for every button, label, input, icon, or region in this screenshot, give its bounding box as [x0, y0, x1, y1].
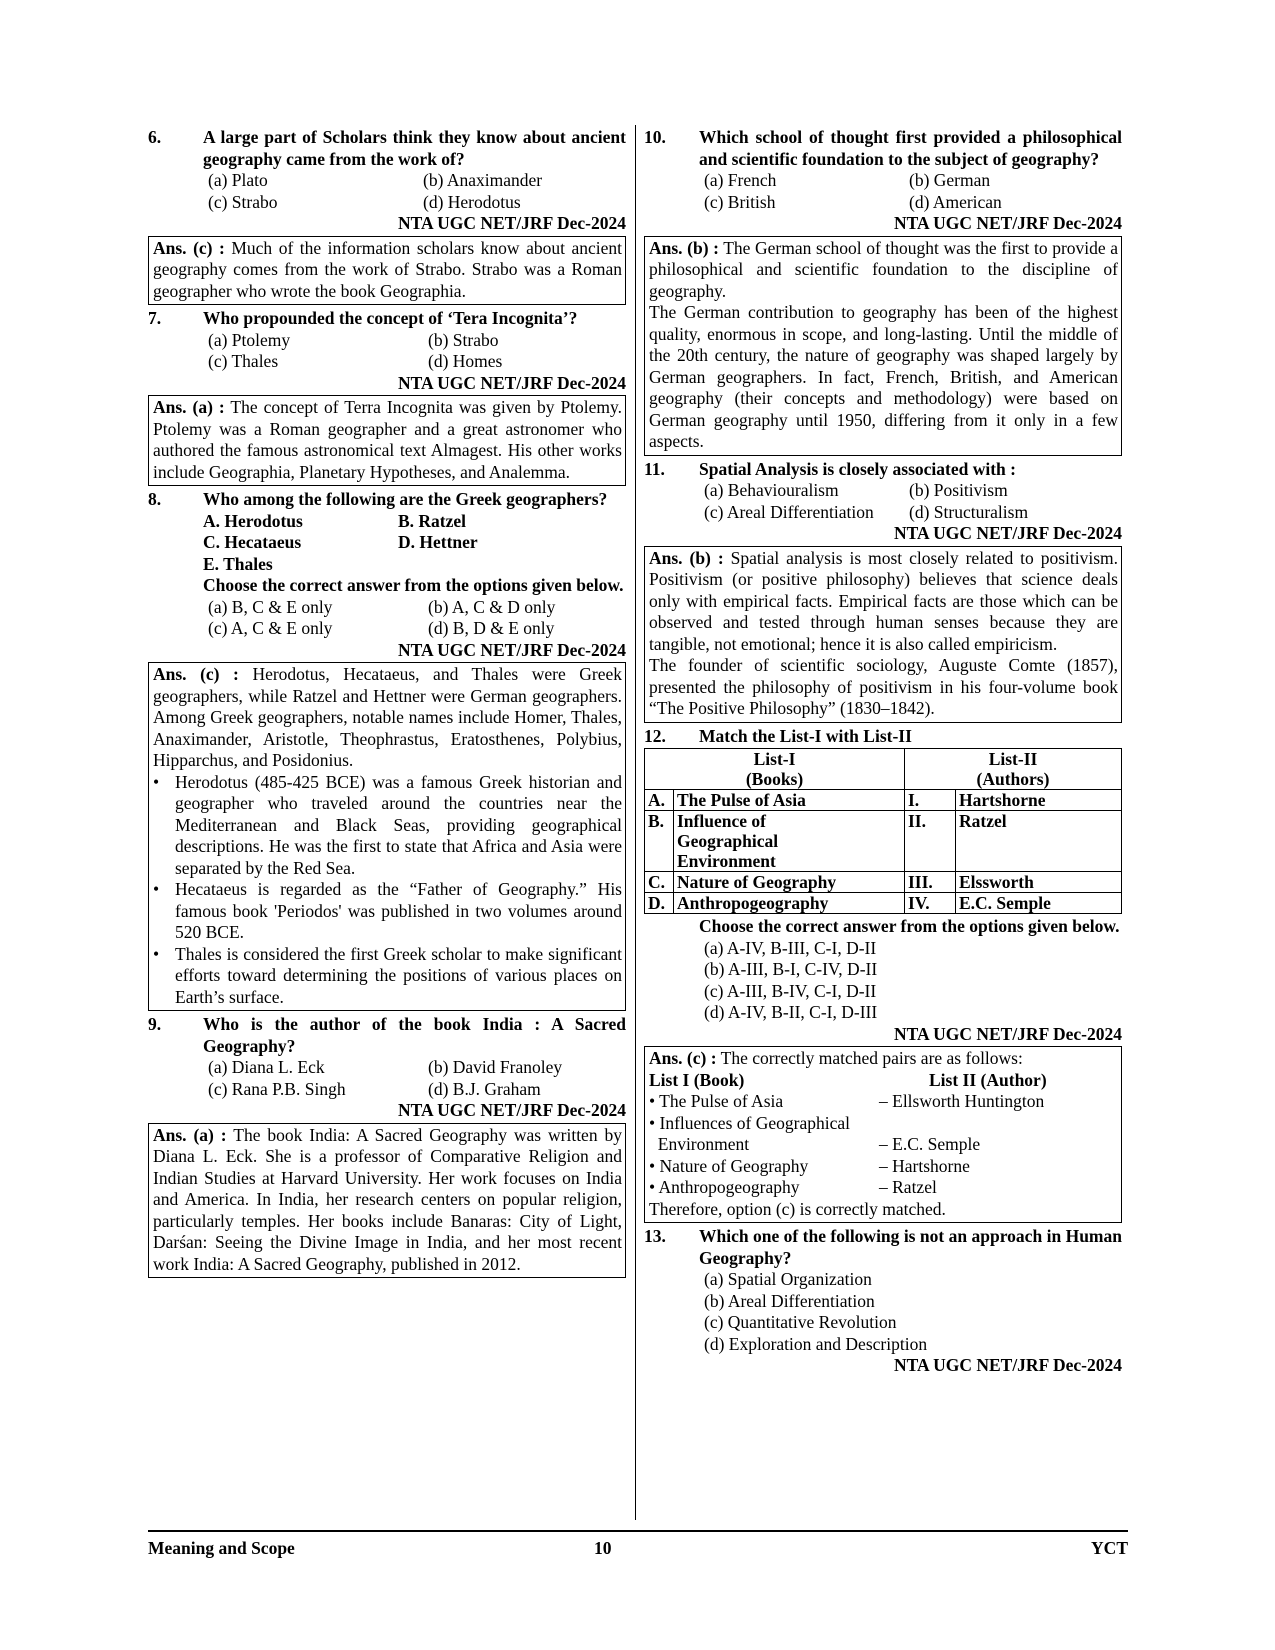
footer-chapter: Meaning and Scope	[148, 1538, 295, 1558]
match-table	[644, 748, 1122, 914]
statement-item: D. Hettner	[398, 532, 478, 552]
answer-box	[644, 546, 1122, 723]
question-12	[644, 726, 1122, 1224]
question-10	[644, 127, 1122, 456]
question-text: Who is the author of the book India : A Sacred Geography?	[203, 1014, 626, 1056]
table-header-row	[645, 749, 1122, 790]
statement-item: E. Thales	[203, 553, 273, 574]
answer-text: The concept of Terra Incognita was given by Ptolemy. Ptolemy was a Roman geographer and a great astronomer who authored the famous astronomical text Almagest. His other works include Geographia, Planetary Hypotheses, and Analemma.	[153, 397, 623, 482]
answer-text: The German school of thought was the first to provide a philosophical and scientific foundation to the discipline of geography.	[649, 237, 1119, 301]
question-number: 8.	[148, 489, 162, 509]
options	[704, 938, 1122, 1024]
statement-list	[203, 511, 626, 576]
option-b: (b) A-III, B-I, C-IV, D-II	[704, 959, 878, 979]
question-number: 13.	[644, 1226, 666, 1246]
left-column	[148, 125, 626, 1281]
options	[208, 1057, 626, 1100]
options	[208, 330, 626, 373]
pair-header: List II (Author)	[929, 1069, 1047, 1090]
question-9	[148, 1014, 626, 1278]
option-b: (b) A, C & D only	[428, 596, 556, 617]
table-row: A. The Pulse of Asia I. Hartshorne	[645, 790, 1122, 811]
option-a: (a) Behaviouralism	[704, 480, 839, 500]
option-a: (a) French	[704, 170, 777, 190]
option-c: (c) Strabo	[208, 191, 278, 212]
table-header-list-1: List-I (Books)	[645, 749, 905, 790]
option-d: (d) B.J. Graham	[428, 1078, 541, 1099]
table-header-list-2: List-II (Authors)	[905, 749, 1122, 790]
pair-header: List I (Book)	[649, 1069, 745, 1090]
option-d: (d) B, D & E only	[428, 618, 555, 638]
answer-text: Spatial analysis is most closely related to positivism. Positivism (or positive philosophy) believes that science deals only with empirical facts. Empirical facts are those which can be observed and tested through human senses because they are tangible, not emotional; hence it is also called empiricism.	[649, 547, 1119, 654]
option-d: (d) A-IV, B-II, C-I, D-III	[704, 1002, 878, 1022]
exam-source: NTA UGC NET/JRF Dec-2024	[398, 639, 626, 660]
exam-source: NTA UGC NET/JRF Dec-2024	[398, 1100, 626, 1120]
option-c: (c) Quantitative Revolution	[704, 1312, 897, 1332]
answer-box	[644, 236, 1122, 456]
option-c: (c) A, C & E only	[208, 618, 333, 638]
answer-label: Ans. (a) :	[153, 1124, 227, 1145]
option-d: (d) Structuralism	[909, 501, 1029, 522]
question-text: Which school of thought first provided a philosophical and scientific foundation to the subject of geography?	[699, 127, 1122, 169]
answer-label: Ans. (c) :	[153, 237, 225, 258]
answer-box	[148, 1123, 626, 1279]
statement-item: B. Ratzel	[398, 510, 467, 531]
exam-source: NTA UGC NET/JRF Dec-2024	[398, 372, 626, 393]
option-a: (a) B, C & E only	[208, 596, 333, 617]
answer-text: The book India: A Sacred Geography was written by Diana L. Eck. She is a professor of Comparative Religion and Indian Studies at Harvard University. Her work focuses on India and America. In India, her research centers on popular religion, particularly temples. Her books include Banaras: City of Light, Darśan: Seeing the Divine Image in India, and her most recent work India: A Sacred Geography, published in 2012.	[153, 1124, 622, 1274]
instruction-text: Choose the correct answer from the options given below.	[203, 575, 624, 595]
exam-source: NTA UGC NET/JRF Dec-2024	[894, 1355, 1122, 1375]
answer-text: The correctly matched pairs are as follows:	[720, 1048, 1023, 1068]
option-d: (d) Herodotus	[423, 191, 521, 212]
instruction-text: Choose the correct answer from the options given below.	[699, 916, 1120, 936]
answer-box	[148, 236, 626, 306]
table-row: C. Nature of Geography III. Elssworth	[645, 872, 1122, 893]
answer-label: Ans. (a) :	[153, 397, 225, 417]
question-number: 9.	[148, 1014, 162, 1034]
option-d: (d) American	[909, 191, 1002, 212]
answer-label: Ans. (c) :	[649, 1048, 717, 1068]
question-text: Match the List-I with List-II	[699, 725, 912, 746]
answer-text: The founder of scientific sociology, Auguste Comte (1857), presented the philosophy of positivism in his four-volume book “The Positive Philosophy” (1830–1842).	[649, 655, 1118, 718]
option-b: (b) Positivism	[909, 480, 1008, 500]
option-b: (b) David Franoley	[428, 1057, 563, 1077]
option-a: (a) Ptolemy	[208, 329, 291, 350]
question-8	[148, 489, 626, 1011]
options	[704, 480, 1122, 523]
option-b: (b) Anaximander	[423, 170, 543, 190]
statement-item: C. Hecataeus	[203, 532, 302, 552]
question-number: 12.	[644, 725, 666, 746]
question-text: Which one of the following is not an approach in Human Geography?	[699, 1226, 1122, 1268]
option-c: (c) Areal Differentiation	[704, 501, 874, 522]
question-number: 7.	[148, 308, 162, 328]
right-column	[644, 125, 1122, 1377]
answer-text: The German contribution to geography has been of the highest quality, enormous in scope, and long-lasting. Until the middle of the 20th century, the nature of geography was shaped largely by German geographers. In fact, French, British, and American geography (their concepts and methodology) were based on German geography until 1950, differing from it only in a few aspects.	[649, 302, 1118, 451]
options	[704, 1269, 1122, 1355]
question-7	[148, 308, 626, 486]
question-text: Who propounded the concept of ‘Tera Incognita’?	[203, 308, 578, 328]
page-number: 10	[594, 1538, 612, 1558]
page-content	[148, 125, 1128, 1525]
answer-box	[644, 1046, 1122, 1223]
column-divider	[635, 125, 636, 1520]
exam-source: NTA UGC NET/JRF Dec-2024	[894, 523, 1122, 543]
option-d: (d) Exploration and Description	[704, 1333, 928, 1354]
option-a: (a) Plato	[208, 170, 268, 190]
bullet-item: • Thales is considered the first Greek scholar to make significant efforts toward determining the positions of various places on Earth’s surface.	[153, 943, 622, 1007]
option-b: (b) German	[909, 170, 991, 190]
question-number: 10.	[644, 127, 666, 147]
page-footer	[148, 1530, 1128, 1558]
bullet-item: • Herodotus (485-425 BCE) was a famous Greek historian and geographer who traveled around the countries near the Mediterranean and Black Seas, providing geographical descriptions. He was the first to state that Africa and Asia were separated by the Red Sea.	[153, 771, 622, 878]
bullet-item: • Hecataeus is regarded as the “Father of Geography.” His famous book 'Periodos' was published in two volumes around 520 BCE.	[153, 879, 622, 942]
table-row: D. Anthropogeography IV. E.C. Semple	[645, 893, 1122, 914]
option-a: (a) A-IV, B-III, C-I, D-II	[704, 937, 877, 958]
answer-text: Much of the information scholars know about ancient geography comes from the work of Strabo. Strabo was a Roman geographer who wrote the book Geographia.	[153, 237, 623, 301]
question-6	[148, 127, 626, 305]
question-13	[644, 1226, 1122, 1377]
table-row: B. Influence of Geographical Environment II. Ratzel	[645, 811, 1122, 872]
footer-publisher: YCT	[1091, 1538, 1128, 1558]
answer-label: Ans. (c) :	[153, 664, 239, 684]
option-d: (d) Homes	[428, 351, 503, 371]
question-number: 11.	[644, 458, 665, 479]
question-number: 6.	[148, 127, 162, 147]
question-11	[644, 459, 1122, 723]
options	[704, 170, 1122, 213]
answer-text: Therefore, option (c) is correctly matched.	[649, 1198, 946, 1219]
option-c: (c) A-III, B-IV, C-I, D-II	[704, 980, 877, 1001]
answer-box	[148, 395, 626, 486]
option-c: (c) Rana P.B. Singh	[208, 1078, 346, 1099]
answer-label: Ans. (b) :	[649, 547, 724, 568]
option-a: (a) Diana L. Eck	[208, 1057, 325, 1077]
question-text: A large part of Scholars think they know about ancient geography came from the work of?	[203, 127, 626, 169]
answer-label: Ans. (b) :	[649, 237, 719, 258]
answer-box	[148, 662, 626, 1011]
options	[208, 170, 626, 213]
exam-source: NTA UGC NET/JRF Dec-2024	[894, 1023, 1122, 1044]
option-b: (b) Areal Differentiation	[704, 1290, 875, 1311]
exam-source: NTA UGC NET/JRF Dec-2024	[398, 213, 626, 233]
option-c: (c) British	[704, 191, 776, 212]
option-b: (b) Strabo	[428, 329, 499, 350]
question-text: Spatial Analysis is closely associated with :	[699, 458, 1016, 479]
exam-source: NTA UGC NET/JRF Dec-2024	[894, 213, 1122, 233]
answer-text: Herodotus, Hecataeus, and Thales were Greek geographers, while Ratzel and Hettner were German geographers. Among Greek geographers, notable names include Homer, Thales, Anaximander, Aristotle, Theophrastus, Eratosthenes, Polybius, Hipparchus, and Posidonius.	[153, 664, 623, 770]
statement-item: A. Herodotus	[203, 510, 303, 531]
options	[208, 597, 626, 640]
question-text: Who among the following are the Greek geographers?	[203, 489, 608, 509]
option-a: (a) Spatial Organization	[704, 1269, 872, 1289]
pair-list: List I (Book) List II (Author) • The Pulse of Asia – Ellsworth Huntington • Influences of Geographical Environment – E.C. Semple • Nature of Geography – Hartshorne • Anthropogeography – Ratzel	[649, 1070, 1118, 1199]
option-c: (c) Thales	[208, 351, 279, 371]
